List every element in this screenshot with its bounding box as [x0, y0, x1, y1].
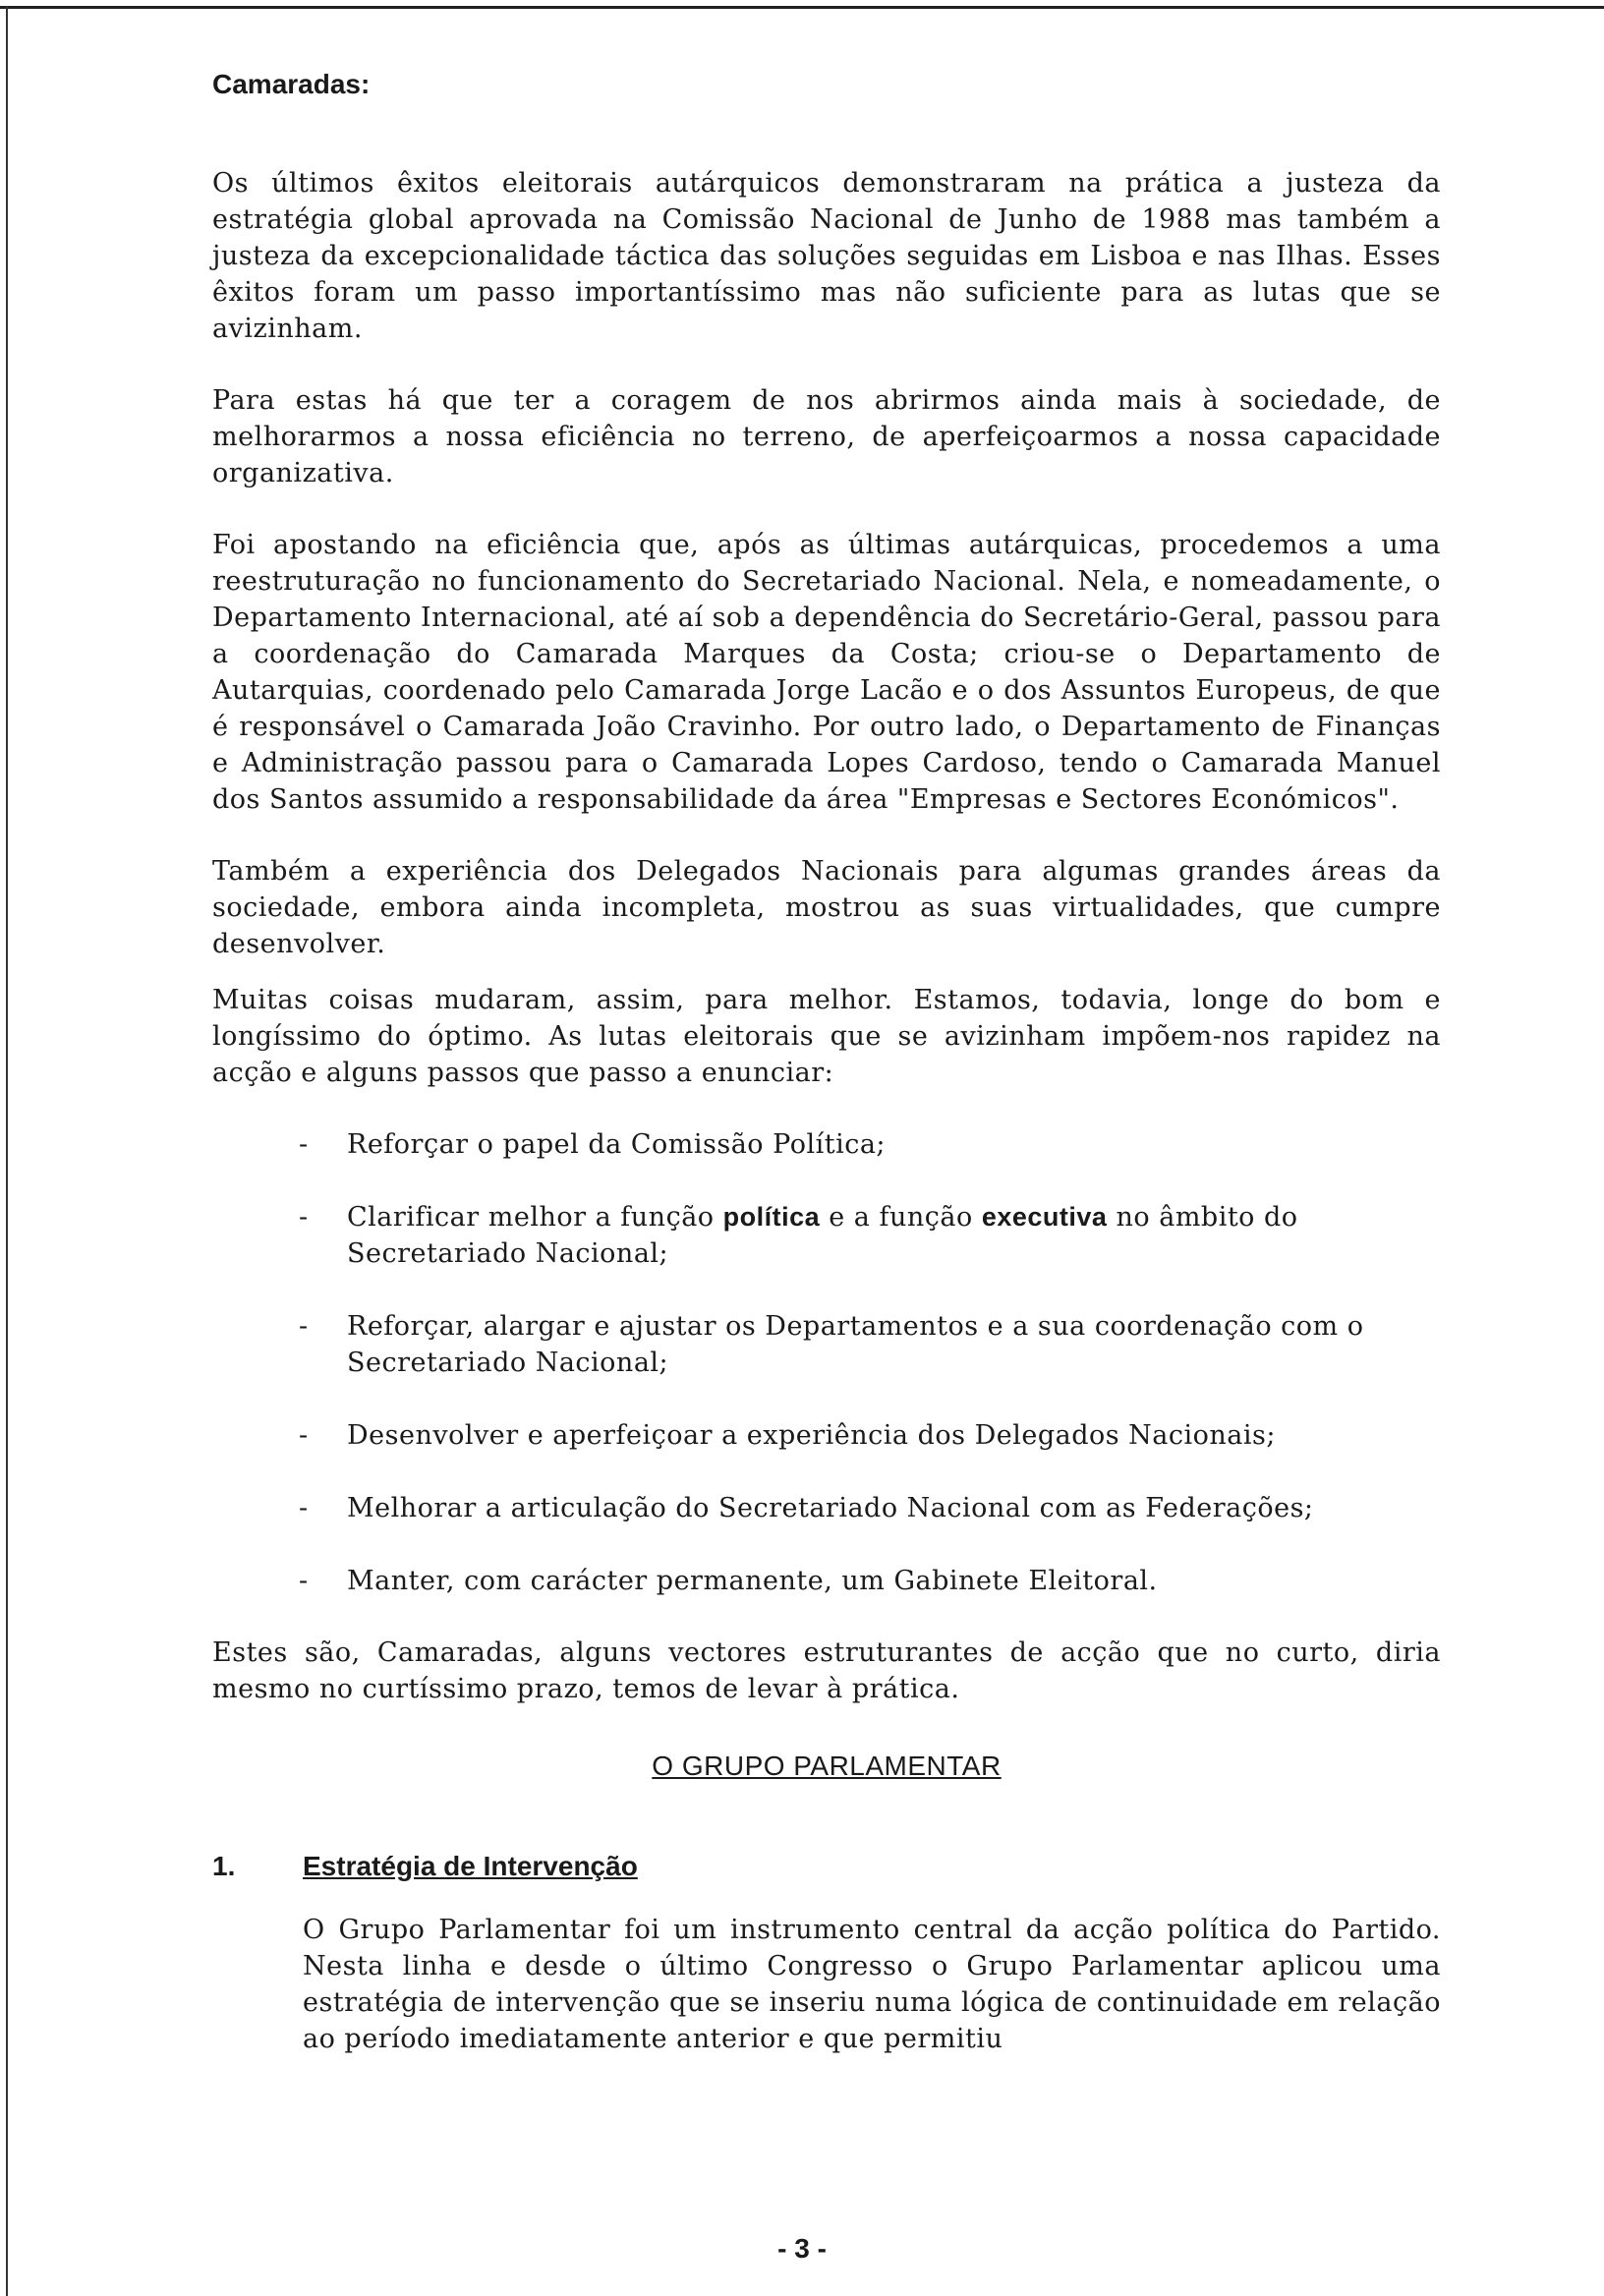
page-number: - 3 - — [777, 2233, 827, 2264]
list-item-text: Reforçar, alargar e ajustar os Departamentos e a sua coordenação com o Secretariado Nacional; — [347, 1311, 1364, 1378]
dash-marker: - — [299, 1566, 309, 1596]
list-item-text: e a função — [820, 1202, 982, 1233]
list-item — [212, 1563, 1441, 1599]
page-left-border — [6, 6, 8, 2296]
list-item-text: no âmbito do Secretariado Nacional; — [347, 1202, 1298, 1269]
paragraph-1: Os últimos êxitos eleitorais autárquicos demonstraram na prática a justeza da estratégia global aprovada na Comissão Nacional de Junho de 1988 mas também a justeza da excepcionalidade táctica das soluções seguidas em Lisboa e nas Ilhas. Esses êxitos foram um passo importantíssimo mas não suficiente para as lutas que se avizinham. — [212, 168, 1441, 344]
list-item-text: Reforçar o papel da Comissão Política; — [347, 1129, 887, 1160]
subsection-title: Estratégia de Intervenção — [303, 1851, 638, 1881]
subsection-paragraph: O Grupo Parlamentar foi um instrumento central da acção política do Partido. Nesta linha e desde o último Congresso o Grupo Parlamentar aplicou uma estratégia de intervenção que se inseriu numa lógica de continuidade em relação ao período imediatamente anterior e que permitiu — [303, 1915, 1441, 2054]
subsection-heading — [212, 1851, 1441, 1882]
list-item — [212, 1126, 1441, 1163]
paragraph-4: Também a experiência dos Delegados Nacionais para algumas grandes áreas da sociedade, embora ainda incompleta, mostrou as suas virtualidades, que cumpre desenvolver. — [212, 856, 1441, 959]
page-top-border — [0, 6, 1604, 9]
list-item — [212, 1308, 1441, 1381]
action-list — [212, 1126, 1441, 1599]
paragraph-3: Foi apostando na eficiência que, após as últimas autárquicas, procedemos a uma reestruturação no funcionamento do Secretariado Nacional. Nela, e nomeadamente, o Departamento Internacional, até aí sob a dependência do Secretário-Geral, passou para a coordenação do Camarada Marques da Costa; criou-se o Departamento de Autarquias, coordenado pelo Camarada Jorge Lacão e o dos Assuntos Europeus, de que é responsável o Camarada João Cravinho. Por outro lado, o Departamento de Finanças e Administração passou para o Camarada Lopes Cardoso, tendo o Camarada Manuel dos Santos assumido a responsabilidade da área "Empresas e Sectores Económicos". — [212, 530, 1441, 815]
dash-marker: - — [299, 1129, 309, 1160]
closing-paragraph: Estes são, Camaradas, alguns vectores estruturantes de acção que no curto, diria mesmo no curtíssimo prazo, temos de levar à prática. — [212, 1637, 1441, 1704]
bold-word-politica: política — [722, 1202, 821, 1232]
list-item — [212, 1199, 1441, 1272]
dash-marker: - — [299, 1420, 309, 1451]
paragraph-5: Muitas coisas mudaram, assim, para melhor. Estamos, todavia, longe do bom e longíssimo do óptimo. As lutas eleitorais que se avizinham impõem-nos rapidez na acção e alguns passos que passo a enunciar: — [212, 985, 1441, 1088]
list-item-text: Clarificar melhor a função — [347, 1202, 723, 1233]
list-item-text: Melhorar a articulação do Secretariado Nacional com as Federações; — [347, 1493, 1314, 1523]
dash-marker: - — [299, 1493, 309, 1523]
dash-marker: - — [299, 1202, 309, 1233]
list-item-text: Manter, com carácter permanente, um Gabinete Eleitoral. — [347, 1566, 1158, 1596]
dash-marker: - — [299, 1311, 309, 1342]
list-item — [212, 1417, 1441, 1454]
subsection-number: 1. — [212, 1851, 236, 1881]
list-item-text: Desenvolver e aperfeiçoar a experiência dos Delegados Nacionais; — [347, 1420, 1276, 1451]
greeting: Camaradas: — [212, 69, 371, 99]
bold-word-executiva: executiva — [981, 1202, 1108, 1232]
paragraph-2: Para estas há que ter a coragem de nos abrirmos ainda mais à sociedade, de melhorarmos a nossa eficiência no terreno, de aperfeiçoarmos a nossa capacidade organizativa. — [212, 385, 1441, 488]
list-item — [212, 1490, 1441, 1526]
document-body — [212, 69, 1441, 2057]
section-heading: O GRUPO PARLAMENTAR — [652, 1751, 1002, 1781]
